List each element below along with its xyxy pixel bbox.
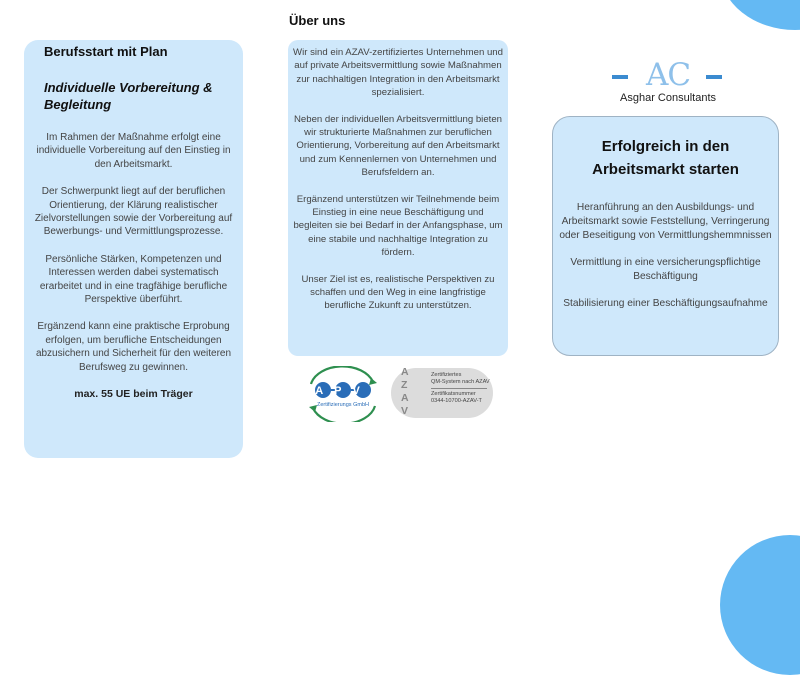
about-panel [288, 40, 508, 356]
goal-item: Heranführung an den Ausbildungs- und Arbeitsmarkt sowie Feststellung, Verringerung oder Beseitigung von Vermittlungshemmnissen [559, 202, 772, 241]
apv-logo-sub: Zertifizierungs GmbH [317, 402, 369, 408]
azav-vertical-text [401, 366, 409, 418]
azav-text: A Z A V [401, 366, 409, 417]
logo-letters: AC [645, 57, 691, 93]
about-paragraph: Unser Ziel ist es, realistische Perspektiven zu schaffen und den Weg in eine langfristige berufliche Zukunft zu unterstützen. [301, 273, 495, 312]
goals-list [559, 201, 772, 311]
goals-panel [552, 116, 779, 356]
decorative-corner-blob-top [720, 0, 800, 30]
cert-line: QM-System nach AZAV [431, 379, 490, 385]
program-paragraph: Ergänzend kann eine praktische Erprobung erfolgen, um berufliche Entscheidungen abzusichern und Sicherheit für den weiteren Berufsweg zu gewinnen. [35, 321, 232, 373]
program-title: Berufsstart mit Plan [44, 44, 168, 59]
program-paragraph: Der Schwerpunkt liegt auf der beruflichen Orientierung, der Klärung realistischer Zielvorstellungen sowie der Vorbereitung auf Bewerbungs- und Vermittlungsprozesse. [34, 186, 233, 238]
logo-mark-icon [608, 58, 728, 92]
apv-logo-icon [303, 366, 383, 422]
goal-item: Stabilisierung einer Beschäftigungsaufnahme [563, 298, 768, 309]
azav-certificate-badge [303, 366, 493, 422]
goal-item: Vermittlung in eine versicherungspflichtige Beschäftigung [570, 257, 761, 282]
cert-line: Zertifiziertes [431, 372, 462, 378]
about-paragraph: Wir sind ein AZAV-zertifiziertes Unternehmen und auf private Arbeitsvermittlung sowie Maßnahmen zur nachhaltigen Integration in den Arbeitsmarkt spezialisiert. [293, 47, 503, 98]
company-logo [608, 58, 728, 104]
about-paragraph: Ergänzend unterstützen wir Teilnehmende beim Einstieg in eine neue Beschäftigung und begleiten sie bei Bedarf in der Anfangsphase, um eine stabile und nachhaltige Integration zu fördern. [293, 193, 503, 258]
program-paragraph: Im Rahmen der Maßnahme erfolgt eine individuelle Vorbereitung auf den Einstieg in den Arbeitsmarkt. [36, 132, 231, 170]
program-body [32, 131, 235, 402]
cert-details [431, 372, 490, 405]
goals-heading: Erfolgreich in den Arbeitsmarkt starten [592, 138, 739, 178]
program-paragraph: Persönliche Stärken, Kompetenzen und Interessen werden dabei systematisch erarbeitet und in eine tragfähige berufliche Perspektive überführt. [39, 253, 228, 306]
cert-number: 0344-10700-AZAV-T [431, 398, 482, 404]
about-heading: Über uns [289, 13, 346, 28]
company-name: Asghar Consultants [620, 92, 716, 104]
about-paragraph: Neben der individuellen Arbeitsvermittlung bieten wir strukturierte Maßnahmen zur beruflichen Orientierung, Vorbereitung auf den Arbeitsmarkt und zum Kennenlernen von Unternehmen und Berufsfeldern an. [294, 113, 502, 178]
cert-line: Zertifikatsnummer [431, 391, 476, 397]
decorative-corner-blob-bottom [720, 535, 800, 675]
program-panel [24, 40, 243, 458]
program-subtitle: Individuelle Vorbereitung & Begleitung [44, 80, 213, 112]
apv-logo-text: APV [315, 385, 371, 397]
program-hours-note: max. 55 UE beim Träger [74, 388, 193, 401]
